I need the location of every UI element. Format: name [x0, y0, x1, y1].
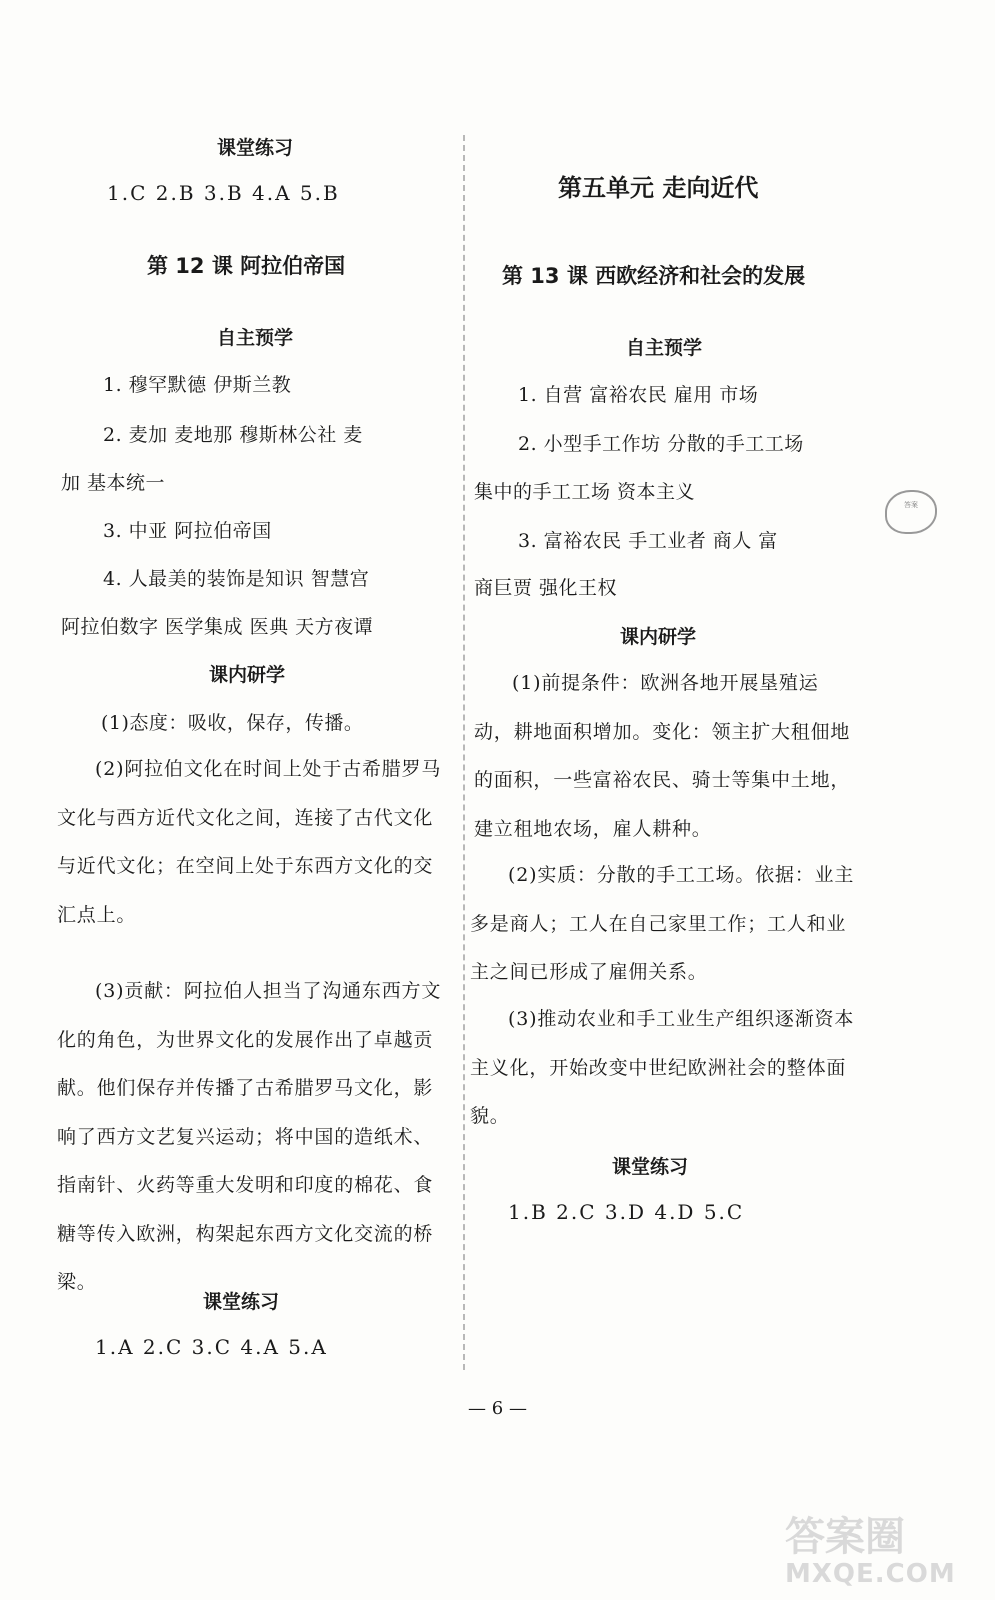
answer-item-2b: 集中的手工工场 资本主义 [474, 481, 696, 503]
column-divider [463, 135, 465, 1370]
section-heading-classroom-practice: 课堂练习 [217, 137, 294, 159]
research-answer-1-text: (1)前提条件：欧洲各地开展垦殖运动，耕地面积增加。变化：领主扩大租佃地的面积，一些富裕农民、骑士等集中土地，建立租地农场，雇人耕种。 [474, 672, 851, 840]
answer-item-1: 1. 自营 富裕农民 雇用 市场 [518, 384, 759, 406]
watermark-url: MXQE.COM [785, 1559, 956, 1589]
research-answer-2-text: (2)实质：分散的手工工场。依据：业主多是商人；工人在自己家里工作；工人和业主之间已形成了雇佣关系。 [470, 864, 855, 983]
answer-item-2a: 2. 小型手工作坊 分散的手工工场 [518, 433, 804, 455]
answer-item-2a: 2. 麦加 麦地那 穆斯林公社 麦 [103, 424, 363, 446]
unit-title: 第五单元 走向近代 [558, 174, 759, 202]
answer-item-2b: 加 基本统一 [61, 472, 166, 494]
research-answer-3 [57, 967, 447, 1307]
lesson-title-13: 第 13 课 西欧经济和社会的发展 [502, 264, 806, 288]
answer-item-4a: 4. 人最美的装饰是知识 智慧宫 [103, 568, 370, 590]
section-heading-self-study: 自主预学 [217, 327, 294, 349]
watermark-text: 答案圈 [785, 1514, 905, 1560]
answers-line: 1.B 2.C 3.D 4.D 5.C [508, 1200, 745, 1224]
research-answer-1: (1)态度：吸收，保存，传播。 [101, 712, 364, 734]
answer-item-3: 3. 中亚 阿拉伯帝国 [103, 520, 272, 542]
answers-line-2: 1.A 2.C 3.C 4.A 5.A [95, 1335, 328, 1359]
section-heading-in-class-study: 课内研学 [620, 626, 697, 648]
research-answer-2 [470, 851, 856, 997]
answers-line: 1.C 2.B 3.B 4.A 5.B [107, 181, 340, 205]
research-answer-3-text: (3)贡献：阿拉伯人担当了沟通东西方文化的角色，为世界文化的发展作出了卓越贡献。他们保存并传播了古希腊罗马文化，影响了西方文艺复兴运动；将中国的造纸术、指南针、火药等重大发明和印度的棉花、食糖等传入欧洲，构架起东西方文化交流的桥梁。 [57, 980, 442, 1293]
answer-item-3a: 3. 富裕农民 手工业者 商人 富 [518, 530, 778, 552]
stamp-icon [885, 490, 937, 534]
research-answer-1 [474, 659, 856, 853]
answer-item-1: 1. 穆罕默德 伊斯兰教 [103, 374, 292, 396]
answer-item-3b: 商巨贾 强化王权 [474, 577, 618, 599]
watermark-logo [785, 1515, 956, 1589]
research-answer-2-text: (2)阿拉伯文化在时间上处于古希腊罗马文化与西方近代文化之间，连接了古代文化与近代文化；在空间上处于东西方文化的交汇点上。 [57, 758, 442, 926]
stamp-text: 答案 [904, 501, 918, 509]
section-heading-in-class-study: 课内研学 [209, 664, 286, 686]
answer-item-4b: 阿拉伯数字 医学集成 医典 天方夜谭 [61, 616, 374, 638]
research-answer-3 [470, 995, 856, 1141]
section-heading-self-study: 自主预学 [626, 337, 703, 359]
lesson-title-12: 第 12 课 阿拉伯帝国 [147, 254, 346, 278]
section-heading-classroom-practice-2: 课堂练习 [203, 1291, 280, 1313]
research-answer-2 [57, 745, 447, 939]
section-heading-classroom-practice: 课堂练习 [612, 1156, 689, 1178]
research-answer-3-text: (3)推动农业和手工业生产组织逐渐资本主义化，开始改变中世纪欧洲社会的整体面貌。 [470, 1008, 855, 1127]
page-number: — 6 — [468, 1398, 527, 1419]
